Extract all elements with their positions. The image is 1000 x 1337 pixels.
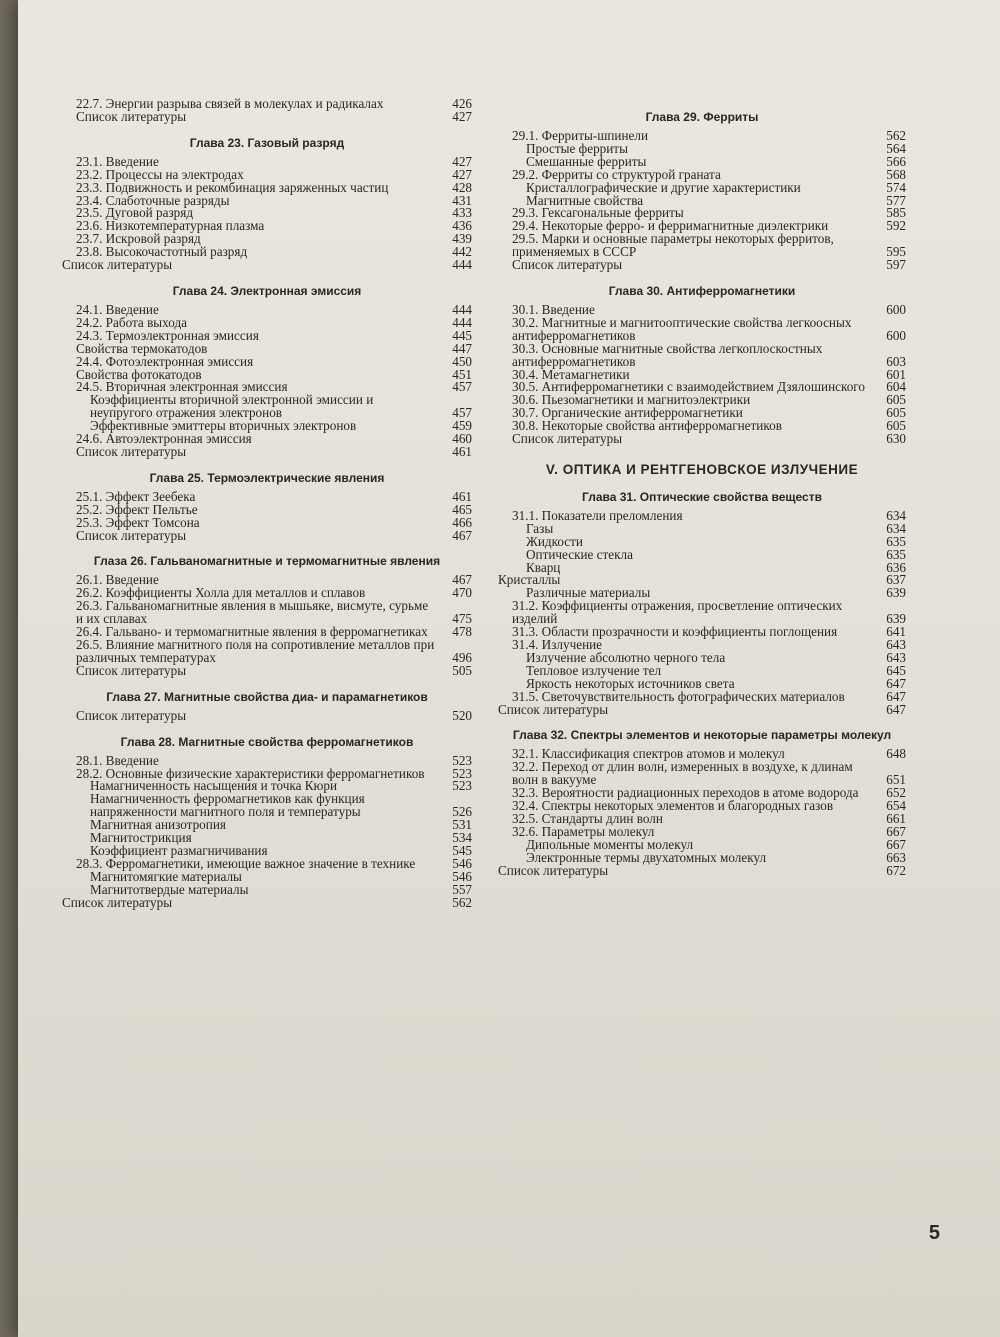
toc-entry-title: Эффективные эмиттеры вторичных электронов <box>90 418 357 434</box>
toc-entry-title: 32.1. Классификация спектров атомов и молекул <box>512 746 785 762</box>
toc-entry-title: 24.1. Введение <box>76 301 159 317</box>
toc-entry-title: 23.6. Низкотемпературная плазма <box>76 218 265 234</box>
toc-entry-title: 26.5. Влияние магнитного поля на сопротивление металлов при различных температурах <box>76 637 435 665</box>
toc-entry-title: 32.4. Спектры некоторых элементов и благородных газов <box>512 798 834 814</box>
toc-entry-title: 28.3. Ферромагнетики, имеющие важное значение в технике <box>76 855 416 871</box>
toc-entry-page: 574 <box>886 179 906 195</box>
toc-entry-title: Оптические стекла <box>526 546 633 562</box>
toc-entry-page: 585 <box>886 205 906 221</box>
toc-entry <box>62 894 472 910</box>
toc-entry-page: 457 <box>452 405 472 421</box>
toc-entry-title: Список литературы <box>62 257 173 273</box>
toc-entry <box>62 443 472 459</box>
toc-entry-page: 534 <box>452 830 472 846</box>
toc-entry-title: 26.3. Гальваномагнитные явления в мышьяке, висмуте, сурьме и их сплавах <box>76 598 429 627</box>
toc-entry-page: 605 <box>886 405 906 421</box>
toc-entry-title: 23.2. Процессы на электродах <box>76 166 244 182</box>
toc-entry-page: 461 <box>452 443 472 459</box>
toc-entry-page: 605 <box>886 392 906 408</box>
toc-entry-title: 32.6. Параметры молекул <box>512 823 655 839</box>
toc-entry <box>62 108 472 124</box>
toc-entry-page: 444 <box>452 301 472 317</box>
toc-entry-page: 592 <box>886 218 906 234</box>
toc-entry-page: 451 <box>452 366 472 382</box>
toc-entry-page: 645 <box>886 662 906 678</box>
toc-entry-title: Излучение абсолютно черного тела <box>526 649 726 665</box>
toc-entry-title: 26.2. Коэффициенты Холла для металлов и сплавов <box>76 585 366 601</box>
toc-entry-page: 652 <box>886 785 906 801</box>
toc-entry-title: 32.5. Стандарты длин волн <box>512 810 663 826</box>
toc-entry-page: 635 <box>886 546 906 562</box>
toc-entry-page: 465 <box>452 501 472 517</box>
page-number: 5 <box>928 1222 940 1244</box>
toc-entry-title: 29.2. Ферриты со структурой граната <box>512 166 721 182</box>
toc-entry-title: 23.3. Подвижность и рекомбинация заряженных частиц <box>76 179 389 195</box>
toc-entry <box>62 662 472 678</box>
toc-entry-page: 428 <box>452 179 472 195</box>
chapter-heading: Глава 27. Магнитные свойства диа- и парамагнетиков <box>106 689 428 704</box>
toc-entry-page: 600 <box>886 301 906 317</box>
toc-entry-page: 639 <box>886 611 906 627</box>
toc-entry-page: 523 <box>452 778 472 794</box>
toc-entry-page: 467 <box>452 572 472 588</box>
toc-entry-page: 427 <box>452 153 472 169</box>
toc-entry <box>498 600 906 626</box>
toc-entry-title: 30.1. Введение <box>512 301 595 317</box>
toc-entry-title: Кристаллы <box>498 572 561 588</box>
toc-entry-page: 635 <box>886 533 906 549</box>
toc-entry-page: 433 <box>452 205 472 221</box>
toc-entry-title: 29.3. Гексагональные ферриты <box>512 205 684 221</box>
toc-entry-page: 496 <box>452 649 472 665</box>
toc-entry-title: Список литературы <box>498 701 609 717</box>
toc-entry-title: Список литературы <box>498 862 609 878</box>
toc-left-column <box>62 98 472 910</box>
toc-entry-page: 478 <box>452 624 472 640</box>
toc-entry-page: 634 <box>886 507 906 523</box>
toc-entry-title: 28.2. Основные физические характеристики ферромагнетиков <box>76 765 425 781</box>
toc-entry-page: 636 <box>886 559 906 575</box>
toc-entry <box>498 701 906 717</box>
toc-entry-page: 562 <box>886 128 906 143</box>
toc-entry-page: 637 <box>886 572 906 588</box>
book-page <box>18 0 1000 1337</box>
chapter-heading: Глава 24. Электронная эмиссия <box>172 283 362 298</box>
toc-entry-title: 29.5. Марки и основные параметры некоторых ферритов, применяемых в СССР <box>512 231 834 260</box>
toc-entry-title: Свойства термокатодов <box>76 340 208 356</box>
toc-entry-title: Магнитострикция <box>90 830 192 846</box>
toc-entry-page: 520 <box>452 707 472 723</box>
toc-entry-page: 597 <box>886 257 906 273</box>
toc-entry-title: Магнитные свойства <box>526 192 644 208</box>
toc-entry-title: Список литературы <box>76 108 187 124</box>
toc-entry-page: 601 <box>886 366 906 382</box>
toc-entry-title: 23.8. Высокочастотный разряд <box>76 244 248 260</box>
toc-entry-title: 26.1. Введение <box>76 572 159 588</box>
toc-entry-title: 31.5. Светочувствительность фотографических материалов <box>512 688 845 704</box>
toc-entry-page: 641 <box>886 624 906 640</box>
toc-entry <box>498 507 906 523</box>
toc-entry-title: 30.3. Основные магнитные свойства легкоплоскостных антиферромагнетиков <box>512 340 823 369</box>
toc-entry-page: 654 <box>886 798 906 814</box>
chapter-heading: Глава 28. Магнитные свойства ферромагнетиков <box>120 734 414 749</box>
chapter-heading: Глава 31. Оптические свойства веществ <box>582 489 822 504</box>
toc-entry <box>498 433 906 446</box>
toc-entry-page: 546 <box>452 868 472 884</box>
toc-entry-title: Различные материалы <box>526 585 651 601</box>
toc-entry-page: 447 <box>452 340 472 356</box>
toc-entry-page: 546 <box>452 855 472 871</box>
chapter-heading: Глава 25. Термоэлектрические явления <box>149 470 385 485</box>
toc-entry-title: 30.7. Органические антиферромагнетики <box>512 405 743 421</box>
toc-entry-page: 459 <box>452 418 472 434</box>
chapter-heading: Глава 30. Антиферромагнетики <box>608 283 796 298</box>
toc-entry-title: Магнитомягкие материалы <box>90 868 242 884</box>
toc-entry <box>62 600 472 626</box>
toc-entry-page: 444 <box>452 257 472 273</box>
toc-entry-title: 30.5. Антиферромагнетики с взаимодействием Дзялошинского <box>512 379 865 395</box>
toc-entry-page: 564 <box>886 140 906 156</box>
toc-right-column <box>498 98 906 878</box>
toc-entry-title: Яркость некоторых источников света <box>526 675 735 691</box>
toc-entry-title: 26.4. Гальвано- и термомагнитные явления в ферромагнетиках <box>76 624 428 640</box>
toc-entry <box>498 259 906 272</box>
toc-entry-title: Дипольные моменты молекул <box>526 836 694 852</box>
toc-entry-title: 32.2. Переход от длин волн, измеренных в воздухе, к длинам волн в вакууме <box>512 759 853 788</box>
toc-entry-title: 24.4. Фотоэлектронная эмиссия <box>76 353 254 369</box>
toc-entry-title: Список литературы <box>76 662 187 678</box>
toc-entry-title: 24.3. Термоэлектронная эмиссия <box>76 327 259 343</box>
toc-entry-title: Магнитотвердые материалы <box>90 881 249 897</box>
toc-entry-page: 466 <box>452 514 472 530</box>
toc-entry-page: 444 <box>452 314 472 330</box>
toc-entry-title: 32.3. Вероятности радиационных переходов в атоме водорода <box>512 785 859 801</box>
toc-entry-page: 436 <box>452 218 472 234</box>
chapter-heading: Глава 23. Газовый разряд <box>189 135 345 150</box>
toc-entry-title: 24.5. Вторичная электронная эмиссия <box>76 379 288 395</box>
chapter-heading: Глава 29. Ферриты <box>645 110 759 124</box>
toc-entry <box>62 527 472 543</box>
toc-entry-title: 30.8. Некоторые свойства антиферромагнетиков <box>512 418 782 434</box>
toc-entry-title: 31.2. Коэффициенты отражения, просветление оптических изделий <box>512 598 843 627</box>
toc-entry-title: 30.4. Метамагнетики <box>512 366 630 382</box>
toc-entry <box>62 394 472 420</box>
toc-entry-title: Газы <box>526 520 554 536</box>
toc-entry <box>498 340 906 369</box>
toc-entry-page: 460 <box>452 431 472 447</box>
toc-entry-title: Жидкости <box>526 533 583 549</box>
toc-entry-title: Список литературы <box>76 443 187 459</box>
toc-entry-title: 30.2. Магнитные и магнитооптические свойства легкоосных антиферромагнетиков <box>512 314 852 343</box>
toc-entry-title: 24.6. Автоэлектронная эмиссия <box>76 431 252 447</box>
toc-entry-page: 639 <box>886 585 906 601</box>
toc-entry-title: Намагниченность насыщения и точка Кюри <box>90 778 338 794</box>
toc-entry-title: 24.2. Работа выхода <box>76 314 188 330</box>
toc-entry-page: 643 <box>886 637 906 652</box>
toc-entry-page: 603 <box>886 353 906 369</box>
toc-entry-page: 523 <box>452 765 472 781</box>
toc-entry-title: Тепловое излучение тел <box>526 662 662 678</box>
toc-entry <box>498 233 906 259</box>
toc-entry-page: 647 <box>886 675 906 691</box>
toc-entry <box>498 314 906 343</box>
toc-entry-page: 672 <box>886 862 906 878</box>
toc-entry-page: 566 <box>886 153 906 169</box>
toc-entry-title: 31.1. Показатели преломления <box>512 507 683 523</box>
toc-entry-page: 667 <box>886 823 906 839</box>
toc-entry-page: 667 <box>886 836 906 852</box>
toc-entry-page: 442 <box>452 244 472 260</box>
chapter-heading: Глава 32. Спектры элементов и некоторые параметры молекул <box>512 728 892 743</box>
toc-entry-title: Кварц <box>526 559 561 575</box>
toc-entry-page: 531 <box>452 817 472 833</box>
toc-entry-title: 23.1. Введение <box>76 153 159 169</box>
toc-entry-title: Список литературы <box>512 431 623 447</box>
toc-entry-title: 29.4. Некоторые ферро- и ферримагнитные диэлектрики <box>512 218 829 234</box>
toc-entry-title: 30.6. Пьезомагнетики и магнитоэлектрики <box>512 392 751 408</box>
toc-entry-page: 475 <box>452 611 472 627</box>
toc-entry-page: 457 <box>452 379 472 395</box>
toc-entry-page: 651 <box>886 772 906 788</box>
toc-entry-page: 600 <box>886 327 906 343</box>
toc-entry-page: 568 <box>886 166 906 182</box>
toc-entry-title: Кристаллографические и другие характеристики <box>526 179 801 195</box>
toc-entry-page: 647 <box>886 688 906 704</box>
toc-entry-page: 605 <box>886 418 906 434</box>
toc-entry-page: 557 <box>452 881 472 897</box>
toc-entry-page: 426 <box>452 96 472 111</box>
toc-entry-title: Электронные термы двухатомных молекул <box>526 849 767 865</box>
toc-entry-title: 22.7. Энергии разрыва связей в молекулах и радикалах <box>76 96 384 111</box>
toc-entry-title: 29.1. Ферриты-шпинели <box>512 128 649 143</box>
section-heading: V. ОПТИКА И РЕНТГЕНОВСКОЕ ИЗЛУЧЕНИЕ <box>545 461 859 477</box>
toc-entry <box>498 862 906 878</box>
toc-entry-title: Коэффициент размагничивания <box>90 842 268 858</box>
toc-entry <box>62 639 472 665</box>
toc-entry-title: 23.7. Искровой разряд <box>76 231 201 247</box>
toc-entry <box>62 793 472 819</box>
toc-entry-title: Смешанные ферриты <box>526 153 647 169</box>
toc-entry-page: 647 <box>886 701 906 717</box>
toc-entry-page: 427 <box>452 108 472 124</box>
toc-entry-page: 562 <box>452 894 472 910</box>
toc-entry-page: 663 <box>886 849 906 865</box>
toc-entry-page: 427 <box>452 166 472 182</box>
toc-entry-title: 25.1. Эффект Зеебека <box>76 488 196 504</box>
toc-entry <box>62 707 472 723</box>
toc-entry-title: Список литературы <box>76 527 187 543</box>
toc-entry-page: 604 <box>886 379 906 395</box>
toc-entry-title: Свойства фотокатодов <box>76 366 202 382</box>
toc-entry-title: 25.3. Эффект Томсона <box>76 514 200 530</box>
toc-entry-title: Список литературы <box>512 257 623 273</box>
toc-entry-title: 31.4. Излучение <box>512 637 603 652</box>
toc-entry-page: 470 <box>452 585 472 601</box>
toc-entry-page: 461 <box>452 488 472 504</box>
toc-entry-page: 577 <box>886 192 906 208</box>
toc-entry-title: Список литературы <box>76 707 187 723</box>
toc-entry-title: Простые ферриты <box>526 140 628 156</box>
toc-entry-title: 23.4. Слаботочные разряды <box>76 192 230 208</box>
toc-entry-page: 526 <box>452 804 472 820</box>
toc-entry-page: 643 <box>886 649 906 665</box>
toc-entry-page: 523 <box>452 752 472 768</box>
toc-entry-page: 648 <box>886 746 906 762</box>
toc-entry-title: 25.2. Эффект Пельтье <box>76 501 198 517</box>
toc-entry-page: 467 <box>452 527 472 543</box>
toc-entry-page: 505 <box>452 662 472 678</box>
toc-entry-title: 23.5. Дуговой разряд <box>76 205 194 221</box>
toc-entry-title: Коэффициенты вторичной электронной эмиссии и неупругого отражения электронов <box>90 392 374 421</box>
toc-entry-page: 630 <box>886 431 906 447</box>
toc-entry <box>498 761 906 787</box>
toc-entry-title: 28.1. Введение <box>76 752 159 768</box>
toc-entry-title: Намагниченность ферромагнетиков как функция напряженности магнитного поля и температуры <box>90 791 365 820</box>
chapter-heading: Глаза 26. Гальваномагнитные и термомагнитные явления <box>93 554 441 569</box>
toc-entry-page: 439 <box>452 231 472 247</box>
toc-entry-page: 634 <box>886 520 906 536</box>
toc-entry-title: 31.3. Области прозрачности и коэффициенты поглощения <box>512 624 838 640</box>
toc-entry-page: 545 <box>452 842 472 858</box>
toc-entry <box>62 259 472 272</box>
toc-entry-title: Список литературы <box>62 894 173 910</box>
toc-entry-page: 661 <box>886 810 906 826</box>
toc-entry-page: 431 <box>452 192 472 208</box>
toc-entry-title: Магнитная анизотропия <box>90 817 226 833</box>
toc-entry-page: 595 <box>886 244 906 260</box>
toc-entry-page: 445 <box>452 327 472 343</box>
toc-entry-page: 450 <box>452 353 472 369</box>
